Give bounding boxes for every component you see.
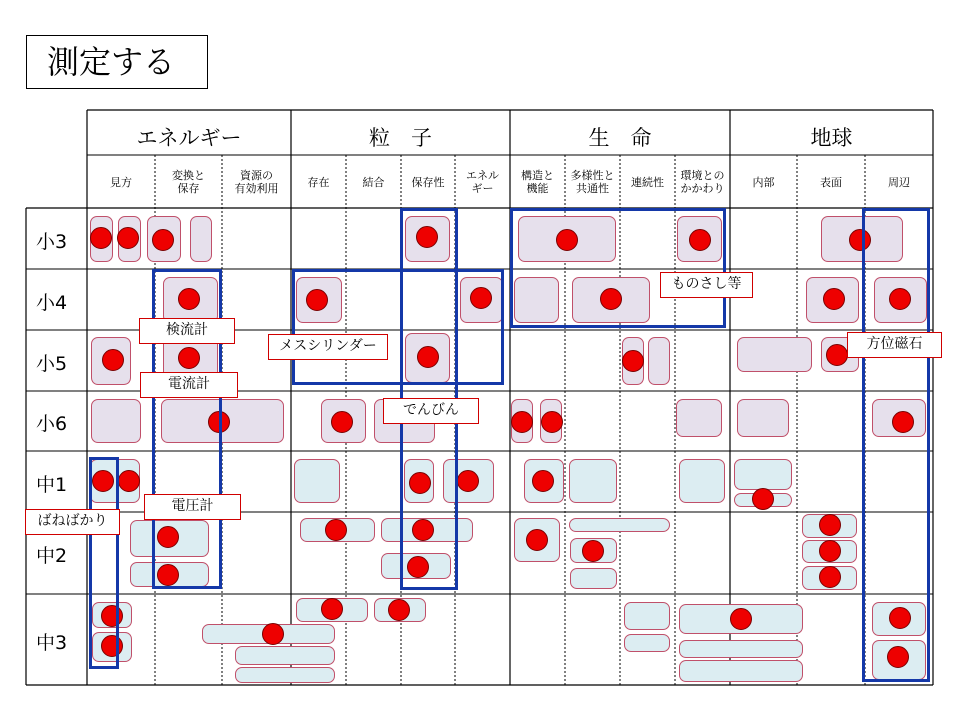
measurement-dot bbox=[102, 349, 124, 371]
page-title: 測定する bbox=[26, 35, 208, 89]
row-label: 中2 bbox=[36, 545, 68, 567]
measurement-dot bbox=[325, 519, 347, 541]
category-earth: 地球 bbox=[810, 126, 853, 150]
cell-block bbox=[569, 518, 670, 532]
group-frame bbox=[152, 269, 222, 589]
subcolumn-renzoku: 連続性 bbox=[631, 175, 664, 189]
category-energy: エネルギー bbox=[136, 126, 242, 150]
row-label: 小3 bbox=[36, 230, 68, 253]
row-label: 小5 bbox=[36, 352, 68, 375]
cell-block bbox=[190, 216, 212, 262]
subcolumn-ketsugo: 結合 bbox=[362, 175, 385, 189]
callout-denatsukei: 電圧計 bbox=[144, 494, 241, 520]
measurement-dot bbox=[823, 288, 845, 310]
callout-banebakari: ばねばかり bbox=[25, 509, 120, 535]
row-label: 小6 bbox=[36, 413, 68, 435]
measurement-dot bbox=[331, 411, 353, 433]
measurement-dot bbox=[819, 566, 841, 588]
cell-block bbox=[676, 399, 722, 437]
subcolumn-mikata: 見方 bbox=[110, 175, 132, 189]
group-frame bbox=[292, 269, 504, 385]
subcolumn-kankyo: 環境との かかわり bbox=[680, 169, 725, 195]
cell-block bbox=[624, 634, 670, 652]
subcolumn-energy2: エネル ギー bbox=[466, 169, 499, 195]
measurement-dot bbox=[526, 529, 548, 551]
measurement-dot bbox=[541, 411, 563, 433]
cell-block bbox=[679, 459, 725, 503]
callout-hoikujishaku: 方位磁石 bbox=[847, 332, 942, 358]
cell-block bbox=[570, 568, 617, 589]
group-frame bbox=[862, 208, 930, 682]
cell-block bbox=[294, 459, 340, 503]
callout-monosashi: ものさし等 bbox=[660, 272, 753, 298]
measurement-dot bbox=[582, 540, 604, 562]
measurement-dot bbox=[826, 344, 848, 366]
subcolumn-tayo: 多様性と 共通性 bbox=[570, 169, 615, 195]
group-frame bbox=[510, 208, 726, 328]
subcolumn-henkan: 変換と 保存 bbox=[172, 169, 205, 195]
cell-block bbox=[235, 646, 335, 665]
callout-mesucylinder: メスシリンダー bbox=[268, 334, 388, 360]
row-label: 中3 bbox=[36, 631, 68, 654]
subcolumn-kozo: 構造と 機能 bbox=[521, 169, 554, 195]
measurement-dot bbox=[388, 599, 410, 621]
group-frame bbox=[89, 457, 119, 669]
subcolumn-shuhen: 周辺 bbox=[888, 175, 910, 189]
measurement-dot bbox=[532, 470, 554, 492]
cell-block bbox=[737, 337, 812, 372]
measurement-dot bbox=[819, 540, 841, 562]
cell-block bbox=[679, 640, 803, 658]
measurement-dot bbox=[152, 229, 174, 251]
subcolumn-hozon: 保存性 bbox=[411, 175, 445, 189]
cell-block bbox=[679, 660, 803, 682]
subcolumn-sonzai: 存在 bbox=[307, 175, 330, 189]
measurement-dot bbox=[457, 470, 479, 492]
row-label: 中1 bbox=[36, 473, 68, 496]
measurement-dot bbox=[511, 411, 533, 433]
callout-denbin: でんびん bbox=[383, 398, 479, 424]
measurement-dot bbox=[730, 608, 752, 630]
cell-block bbox=[569, 459, 617, 503]
cell-block bbox=[734, 459, 792, 490]
cell-block bbox=[737, 399, 789, 437]
row-label: 小4 bbox=[36, 291, 68, 314]
callout-denryukei: 電流計 bbox=[140, 372, 238, 398]
cell-block bbox=[235, 667, 335, 683]
subcolumn-naibu: 内部 bbox=[752, 175, 775, 189]
callout-kenryukei: 検流計 bbox=[139, 318, 235, 344]
cell-block bbox=[624, 602, 670, 630]
subcolumn-shigen: 資源の 有効利用 bbox=[234, 169, 279, 195]
measurement-dot bbox=[118, 470, 140, 492]
measurement-dot bbox=[752, 488, 774, 510]
measurement-dot bbox=[117, 227, 139, 249]
measurement-dot bbox=[321, 598, 343, 620]
cell-block bbox=[648, 337, 670, 385]
measurement-dot bbox=[90, 227, 112, 249]
measurement-dot bbox=[622, 350, 644, 372]
measurement-dot bbox=[819, 514, 841, 536]
category-particle: 粒 子 bbox=[369, 126, 432, 150]
subcolumn-hyomen: 表面 bbox=[820, 175, 842, 189]
measurement-dot bbox=[262, 623, 284, 645]
category-life: 生 命 bbox=[588, 126, 652, 150]
cell-block bbox=[91, 399, 141, 443]
